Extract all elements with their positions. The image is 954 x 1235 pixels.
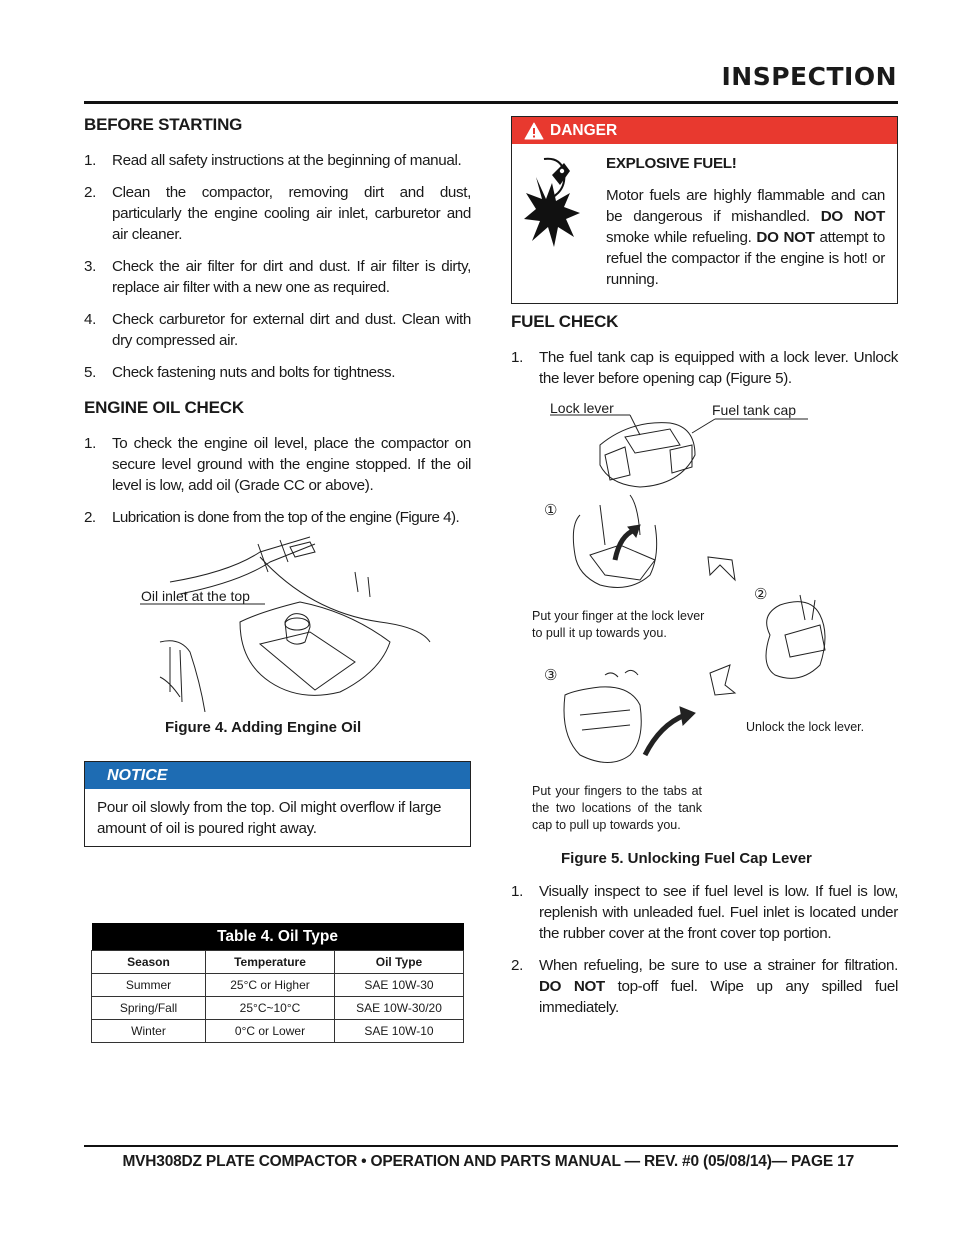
figure-5-caption: Figure 5. Unlocking Fuel Cap Lever — [561, 850, 812, 867]
notice-text: Pour oil slowly from the top. Oil might overflow if large amount of oil is poured right away. — [97, 799, 442, 837]
step-1-mark: ① — [544, 502, 558, 519]
table-cell: SAE 10W-30 — [335, 974, 464, 997]
table-caption: Table 4. Oil Type — [92, 923, 464, 951]
table-cell: SAE 10W-10 — [335, 1020, 464, 1043]
list-item: 2. Clean the compactor, removing dirt and dust, particularly the engine cooling air inlet, carburetor and air cleaner. — [84, 184, 471, 243]
table-row — [92, 997, 464, 1020]
figure-4-caption: Figure 4. Adding Engine Oil — [165, 719, 362, 736]
fuel-check-after-list — [511, 881, 898, 1029]
engine-oil-list — [84, 433, 471, 539]
step-2-caption: Unlock the lock lever. — [746, 720, 865, 734]
warning-triangle-icon — [524, 122, 544, 140]
fuel-check-heading: FUEL CHECK — [511, 312, 619, 331]
list-item: 2. Lubrication is done from the top of the engine (Figure 4). — [84, 509, 460, 526]
table-cell: Winter — [92, 1020, 206, 1043]
header-rule — [84, 101, 898, 104]
list-item: 1. Visually inspect to see if fuel level is low. If fuel is low, replenish with unleaded fuel. Fuel inlet is located under the rubber cover at the front cover top portion. — [511, 883, 898, 942]
step-1-caption: Put your finger at the lock lever to pull it up towards you. — [532, 609, 705, 640]
table-cell: 0°C or Lower — [206, 1020, 335, 1043]
step-3-mark: ③ — [544, 667, 558, 684]
fuel-check-list — [511, 347, 898, 400]
table-cell: 25°C or Higher — [206, 974, 335, 997]
column-header: Temperature — [206, 951, 335, 974]
danger-title: EXPLOSIVE FUEL! — [606, 155, 737, 172]
danger-box — [511, 116, 898, 304]
table-row — [92, 1020, 464, 1043]
oil-inlet-label: Oil inlet at the top — [141, 588, 250, 604]
before-starting-list — [84, 150, 471, 394]
table-row — [92, 974, 464, 997]
list-item: 4. Check carburetor for external dirt and dust. Clean with dry compressed air. — [84, 311, 471, 349]
fuel-tank-cap-label: Fuel tank cap — [712, 402, 797, 418]
table-header-row — [92, 951, 464, 974]
list-item: 3. Check the air filter for dirt and dust. If air filter is dirty, replace air filter with a new one as required. — [84, 258, 471, 296]
list-item: 1. To check the engine oil level, place the compactor on secure level ground with the engine stopped. If the oil level is low, add oil (Grade CC or above). — [84, 435, 471, 494]
list-item: 5. Check fastening nuts and bolts for tightness. — [84, 364, 396, 381]
before-starting-heading: BEFORE STARTING — [84, 115, 243, 134]
lock-lever-label: Lock lever — [550, 400, 614, 416]
danger-message — [606, 153, 885, 290]
table-cell: Spring/Fall — [92, 997, 206, 1020]
step-2-mark: ② — [754, 586, 768, 603]
list-item: 1. The fuel tank cap is equipped with a lock lever. Unlock the lever before opening cap (Figure 5). — [511, 349, 898, 387]
list-item: 2. When refueling, be sure to use a strainer for filtration. DO NOT top-off fuel. Wipe up any spilled fuel immediately. — [511, 957, 898, 1016]
table-cell: 25°C~10°C — [206, 997, 335, 1020]
notice-label: NOTICE — [85, 762, 470, 789]
column-header: Season — [92, 951, 206, 974]
table-cell: Summer — [92, 974, 206, 997]
step-3-caption: Put your fingers to the tabs at the two locations of the tank cap to pull up towards you. — [532, 784, 702, 832]
danger-body: Motor fuels are highly flammable and can be dangerous if mishandled. DO NOT smoke while refueling. DO NOT attempt to refuel the compactor if the engine is hot! or running. — [606, 187, 885, 288]
engine-oil-heading: ENGINE OIL CHECK — [84, 398, 244, 417]
table-cell: SAE 10W-30/20 — [335, 997, 464, 1020]
list-item: 1. Read all safety instructions at the beginning of manual. — [84, 152, 462, 169]
notice-box — [84, 761, 471, 847]
page-footer: MVH308DZ PLATE COMPACTOR • OPERATION AND PARTS MANUAL — REV. #0 (05/08/14)— PAGE 17 — [122, 1153, 854, 1170]
danger-label: DANGER — [550, 122, 618, 139]
footer-rule — [84, 1145, 898, 1147]
oil-type-table — [91, 923, 464, 1043]
danger-header — [512, 117, 897, 144]
page-title: INSPECTION — [721, 62, 897, 91]
explosion-icon — [522, 157, 584, 257]
engine-oil-illustration — [140, 532, 440, 712]
column-header: Oil Type — [335, 951, 464, 974]
